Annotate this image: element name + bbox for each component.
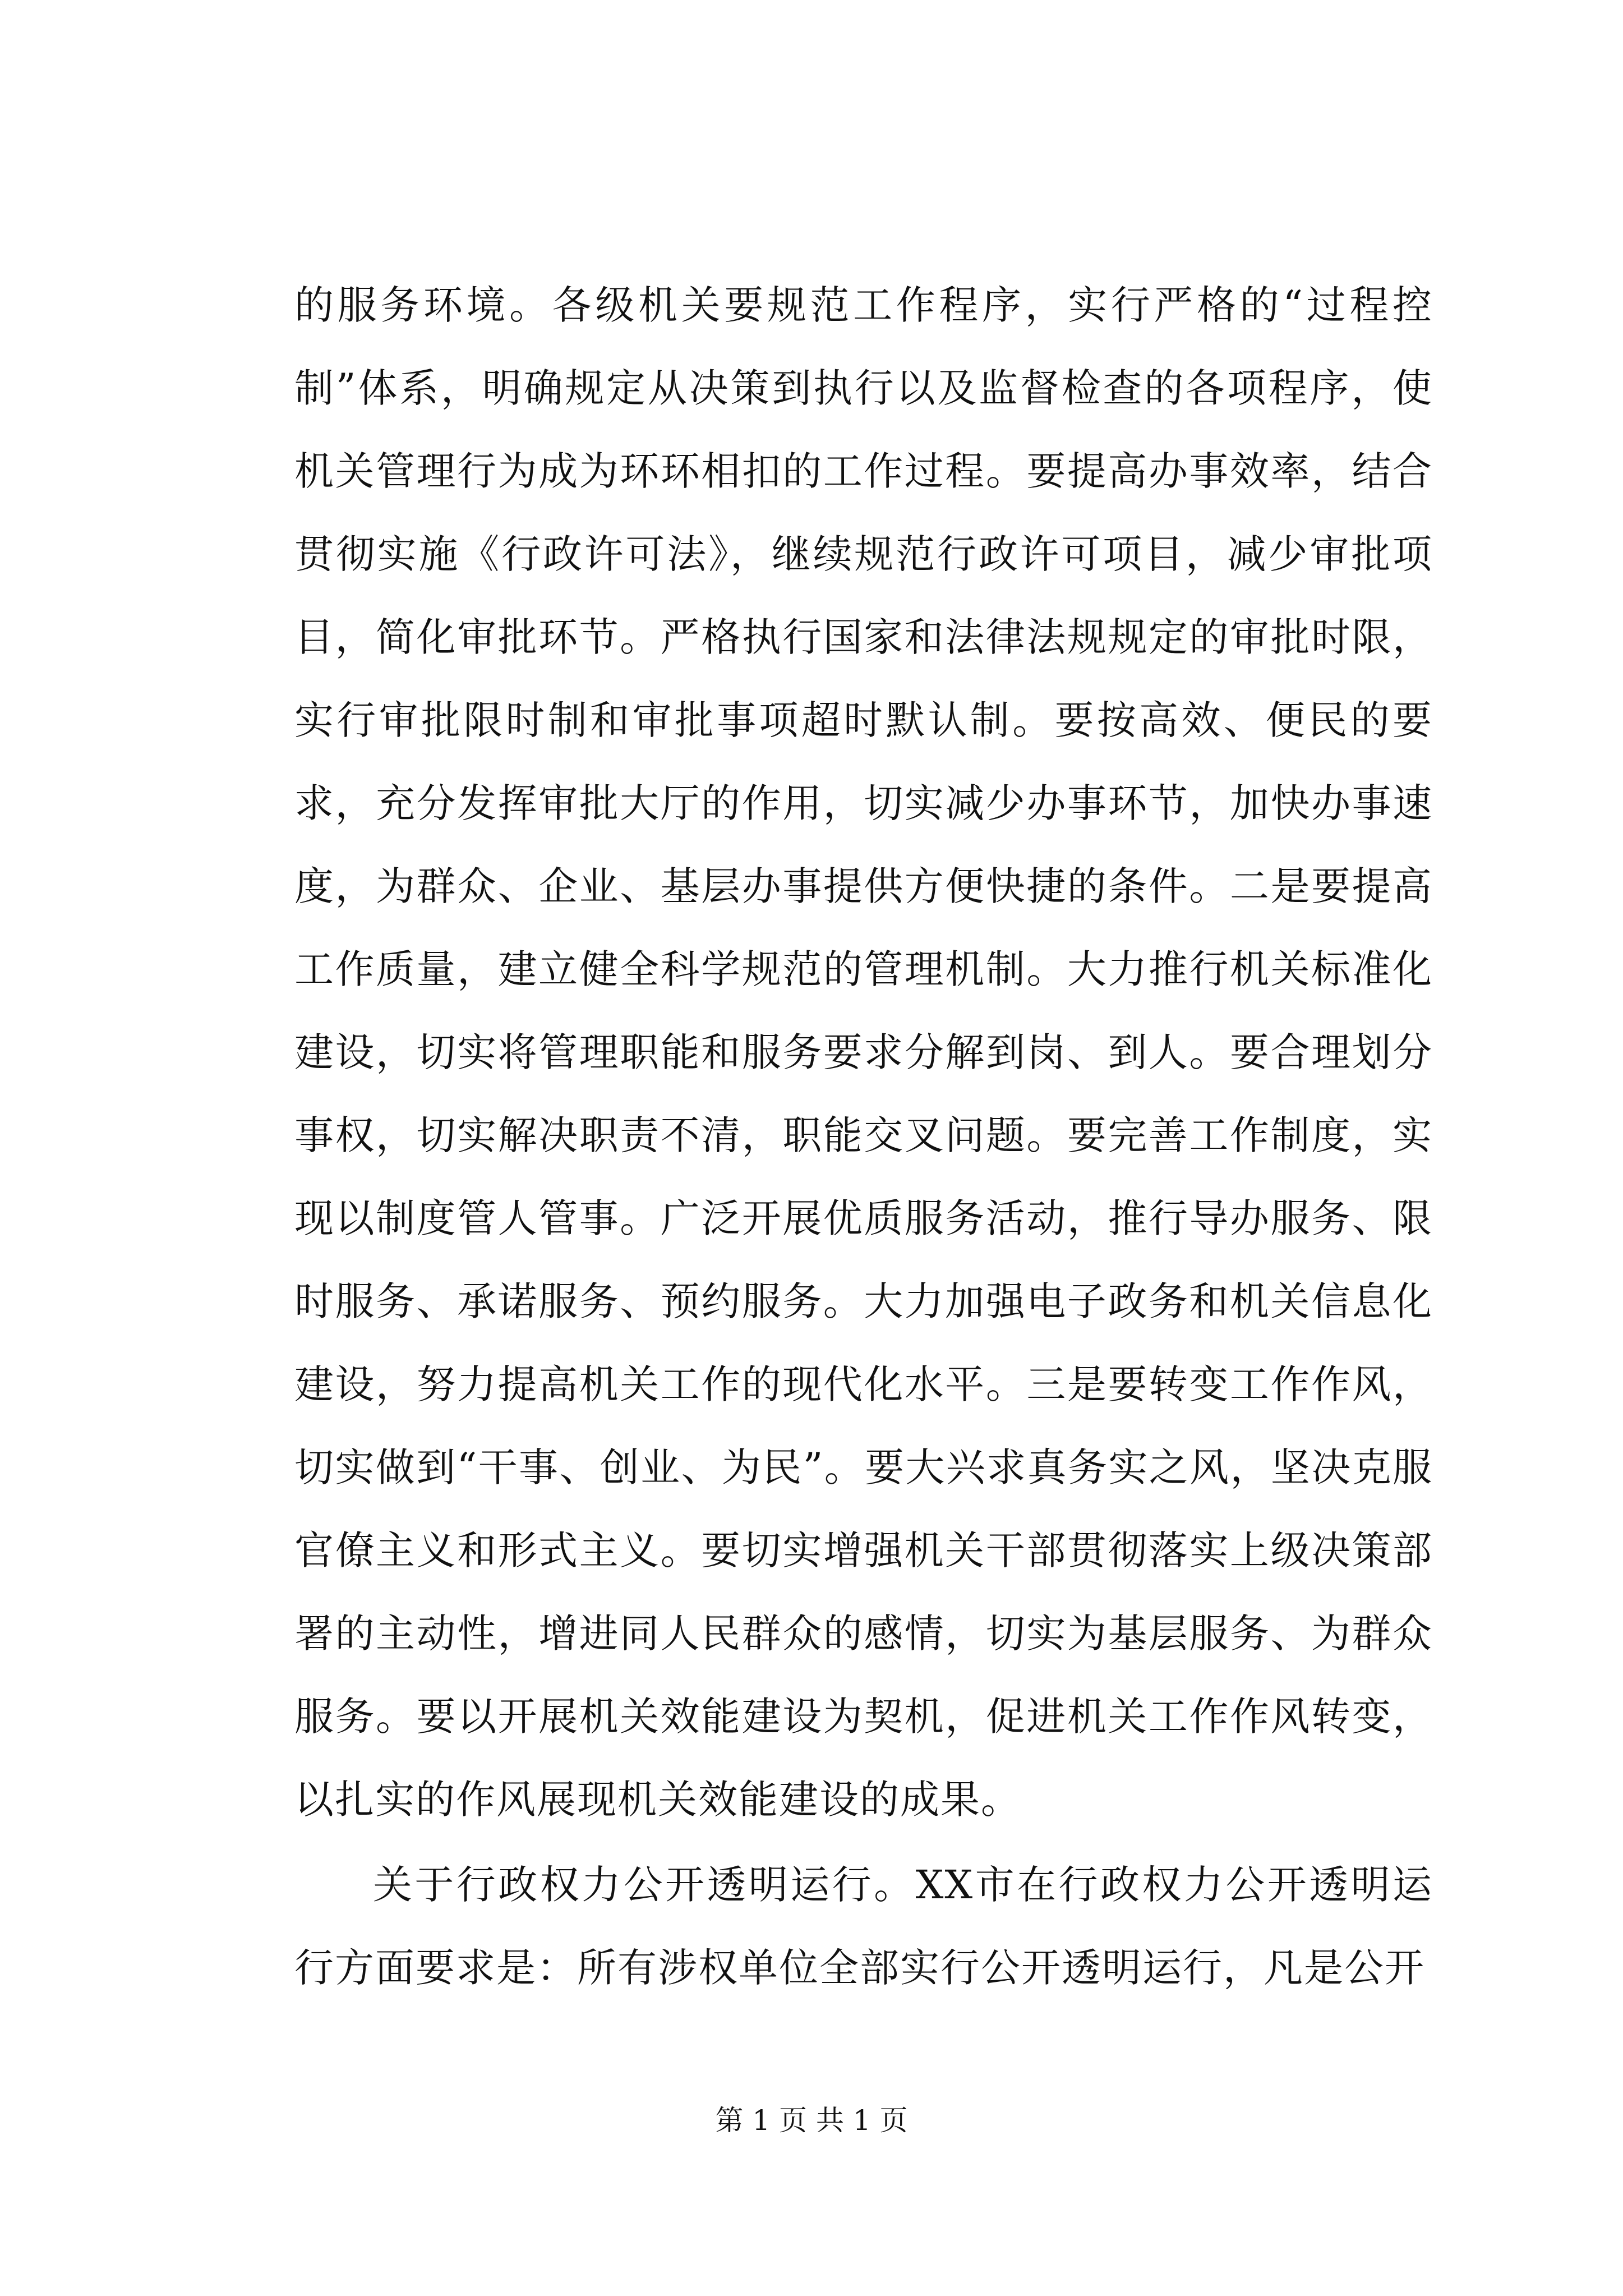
paragraph-2: 关于行政权力公开透明运行。XX市在行政权力公开透明运行方面要求是：所有涉权单位全部实行公开透明运行，凡是公开 [294,1862,1433,1991]
page-footer: 第 1 页 共 1 页 [715,2104,908,2137]
document-body [294,264,1433,2009]
paragraph-1: 的服务环境。各级机关要规范工作程序，实行严格的“过程控制”体系，明确规定从决策到执行以及监督检查的各项程序，使机关管理行为成为环环相扣的工作过程。要提高办事效率，结合贯彻实施《行政许可法》，继续规范行政许可项目，减少审批项目，简化审批环节。严格执行国家和法律法规规定的审批时限，实行审批限时制和审批事项超时默认制。要按高效、便民的要求，充分发挥审批大厅的作用，切实减少办事环节，加快办事速度，为群众、企业、基层办事提供方便快捷的条件。二是要提高工作质量，建立健全科学规范的管理机制。大力推行机关标准化建设，切实将管理职能和服务要求分解到岗、到人。要合理划分事权，切实解决职责不清，职能交叉问题。要完善工作制度，实现以制度管人管事。广泛开展优质服务活动，推行导办服务、限时服务、承诺服务、预约服务。大力加强电子政务和机关信息化建设，努力提高机关工作的现代化水平。三是要转变工作作风，切实做到“干事、创业、为民”。要大兴求真务实之风，坚决克服官僚主义和形式主义。要切实增强机关干部贯彻落实上级决策部署的主动性，增进同人民群众的感情，切实为基层服务、为群众服务。要以开展机关效能建设为契机，促进机关工作作风转变，以扎实的作风展现机关效能建设的成果。 [294,282,1433,1823]
